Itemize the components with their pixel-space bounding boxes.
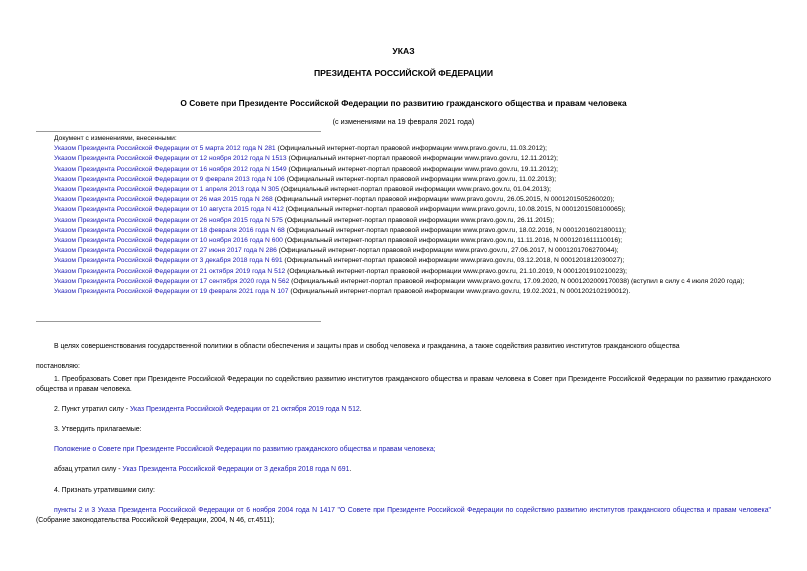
amendment-source: (Официальный интернет-портал правовой информации www.pravo.gov.ru, 03.12.2018, N 0001201812030027); [282,257,625,265]
amendment-link[interactable]: Указом Президента Российской Федерации от 10 августа 2015 года N 412 [54,206,284,214]
amendment-link[interactable]: Указом Президента Российской Федерации от 3 декабря 2018 года N 691 [54,257,283,265]
repealed-decree-link[interactable]: пункты 2 и 3 Указа Президента Российской Федерации от 6 ноября 2004 года N 1417 "О Совете при Президенте Российской Федерации по содействию развитию институтов гражданского общества и правам человека" [54,507,771,514]
decree-word: постановляю: [36,363,80,370]
amendment-source: (Официальный интернет-портал правовой информации www.pravo.gov.ru, 12.11.2012); [286,155,558,163]
amendment-source: (Официальный интернет-портал правовой информации www.pravo.gov.ru, 27.06.2017, N 0001201706270044); [276,247,619,255]
amendment-item [36,246,771,256]
divider-top [36,131,321,132]
paragraph-2 [36,405,771,415]
amendment-link[interactable]: Указом Президента Российской Федерации от 1 апреля 2013 года N 305 [54,186,280,194]
amendment-link[interactable]: Указом Президента Российской Федерации от 12 ноября 2012 года N 1513 [54,155,287,163]
amendment-item [36,205,771,215]
amendment-source: (Официальный интернет-портал правовой информации www.pravo.gov.ru, 11.03.2012); [275,145,547,153]
amendment-source: (Официальный интернет-портал правовой информации www.pravo.gov.ru, 26.11.2015); [282,216,555,224]
paragraph-1: 1. Преобразовать Совет при Президенте Российской Федерации по содействию развитию институтов гражданского общества и правам человека в Совет при Президенте Российской Федерации по развитию гражданского общества и правам человека. [36,376,771,394]
amendment-item [36,154,771,164]
amendment-link[interactable]: Указом Президента Российской Федерации от 17 сентября 2020 года N 562 [54,277,290,285]
amendment-link[interactable]: Указом Президента Российской Федерации от 21 октября 2019 года N 512 [54,267,286,275]
amendment-source: (Официальный интернет-портал правовой информации www.pravo.gov.ru, 11.02.2013); [284,175,557,183]
paragraph-3-item-2-link[interactable]: Указ Президента Российской Федерации от 3 декабря 2018 года N 691 [122,466,350,473]
amendment-source: (Официальный интернет-портал правовой информации www.pravo.gov.ru, 17.09.2020, N 0001202009170038) (вступил в силу с 4 июля 2020 года); [289,277,745,285]
amendment-link[interactable]: Указом Президента Российской Федерации от 26 ноября 2015 года N 575 [54,216,283,224]
amendment-source: (Официальный интернет-портал правовой информации www.pravo.gov.ru, 11.11.2016, N 0001201611110016); [282,237,623,245]
amendment-source: (Официальный интернет-портал правовой информации www.pravo.gov.ru, 18.02.2016, N 0001201602180011); [284,226,627,234]
amendment-link[interactable]: Указом Президента Российской Федерации от 9 февраля 2013 года N 106 [54,175,285,183]
amendment-item [36,144,771,154]
amendments-list [36,134,771,297]
amendment-source: (Официальный интернет-портал правовой информации www.pravo.gov.ru, 21.10.2019, N 0001201910210023); [285,267,627,275]
amendment-source: (Официальный интернет-портал правовой информации www.pravo.gov.ru, 19.11.2012); [286,165,558,173]
amendment-item [36,185,771,195]
paragraph-4-item-1 [36,506,771,527]
amendment-item [36,165,771,175]
preamble-paragraph: В целях совершенствования государственной политики в области обеспечения и защиты прав и свобод человека и гражданина, а также содействия развитию институтов гражданского общества [54,343,680,350]
amendment-item [36,256,771,266]
paragraph-2-link[interactable]: Указ Президента Российской Федерации от 21 октября 2019 года N 512 [129,406,360,413]
paragraph-3-item-1 [36,445,771,455]
paragraph-3-item-2-end: . [349,466,352,473]
decree-issuer: ПРЕЗИДЕНТА РОССИЙСКОЙ ФЕДЕРАЦИИ [313,68,494,78]
amendment-link[interactable]: Указом Президента Российской Федерации от 16 ноября 2012 года N 1549 [54,165,287,173]
paragraph-3-item-2-text: абзац утратил силу - [54,466,123,473]
divider-bottom [36,321,321,322]
amendment-item [36,267,771,277]
amendment-link[interactable]: Указом Президента Российской Федерации от 26 мая 2015 года N 268 [54,196,273,204]
paragraph-4: 4. Признать утратившими силу: [54,487,155,494]
amendment-link[interactable]: Указом Президента Российской Федерации от 10 ноября 2016 года N 600 [54,237,283,245]
amendment-link[interactable]: Указом Президента Российской Федерации от 5 марта 2012 года N 281 [54,145,276,153]
amendment-item [36,216,771,226]
amendment-item [36,195,771,205]
revision-note: (с изменениями на 19 февраля 2021 года) [332,117,475,126]
paragraph-3-item-2 [36,465,771,475]
amendment-source: (Официальный интернет-портал правовой информации www.pravo.gov.ru, 10.08.2015, N 0001201508100065); [283,206,626,214]
amendment-item [36,287,771,297]
amendment-source: (Официальный интернет-портал правовой информации www.pravo.gov.ru, 01.04.2013); [279,186,551,194]
amendment-item [36,175,771,185]
amendments-intro: Документ с изменениями, внесенными: [54,135,177,142]
amendment-item [36,236,771,246]
regulation-link[interactable]: Положение о Совете при Президенте Российской Федерации по развитию гражданского общества и правам человека; [54,446,436,453]
decree-title: УКАЗ [392,46,415,56]
paragraph-2-end: . [359,406,362,413]
paragraph-2-text: 2. Пункт утратил силу - [54,406,130,413]
amendment-link[interactable]: Указом Президента Российской Федерации от 19 февраля 2021 года N 107 [54,288,289,296]
amendment-item [36,226,771,236]
amendment-source: (Официальный интернет-портал правовой информации www.pravo.gov.ru, 26.05.2015, N 0001201505260020); [272,196,615,204]
amendment-item [36,277,771,287]
paragraph-3: 3. Утвердить прилагаемые: [54,426,142,433]
decree-name: О Совете при Президенте Российской Федерации по развитию гражданского общества и правам человека [180,98,627,108]
paragraph-4-item-1-rest: (Собрание законодательства Российской Федерации, 2004, N 46, ст.4511); [36,517,275,525]
amendment-source: (Официальный интернет-портал правовой информации www.pravo.gov.ru, 19.02.2021, N 0001202102190012). [288,288,631,296]
amendment-link[interactable]: Указом Президента Российской Федерации от 27 июня 2017 года N 286 [54,247,277,255]
amendment-link[interactable]: Указом Президента Российской Федерации от 18 февраля 2016 года N 68 [54,226,285,234]
